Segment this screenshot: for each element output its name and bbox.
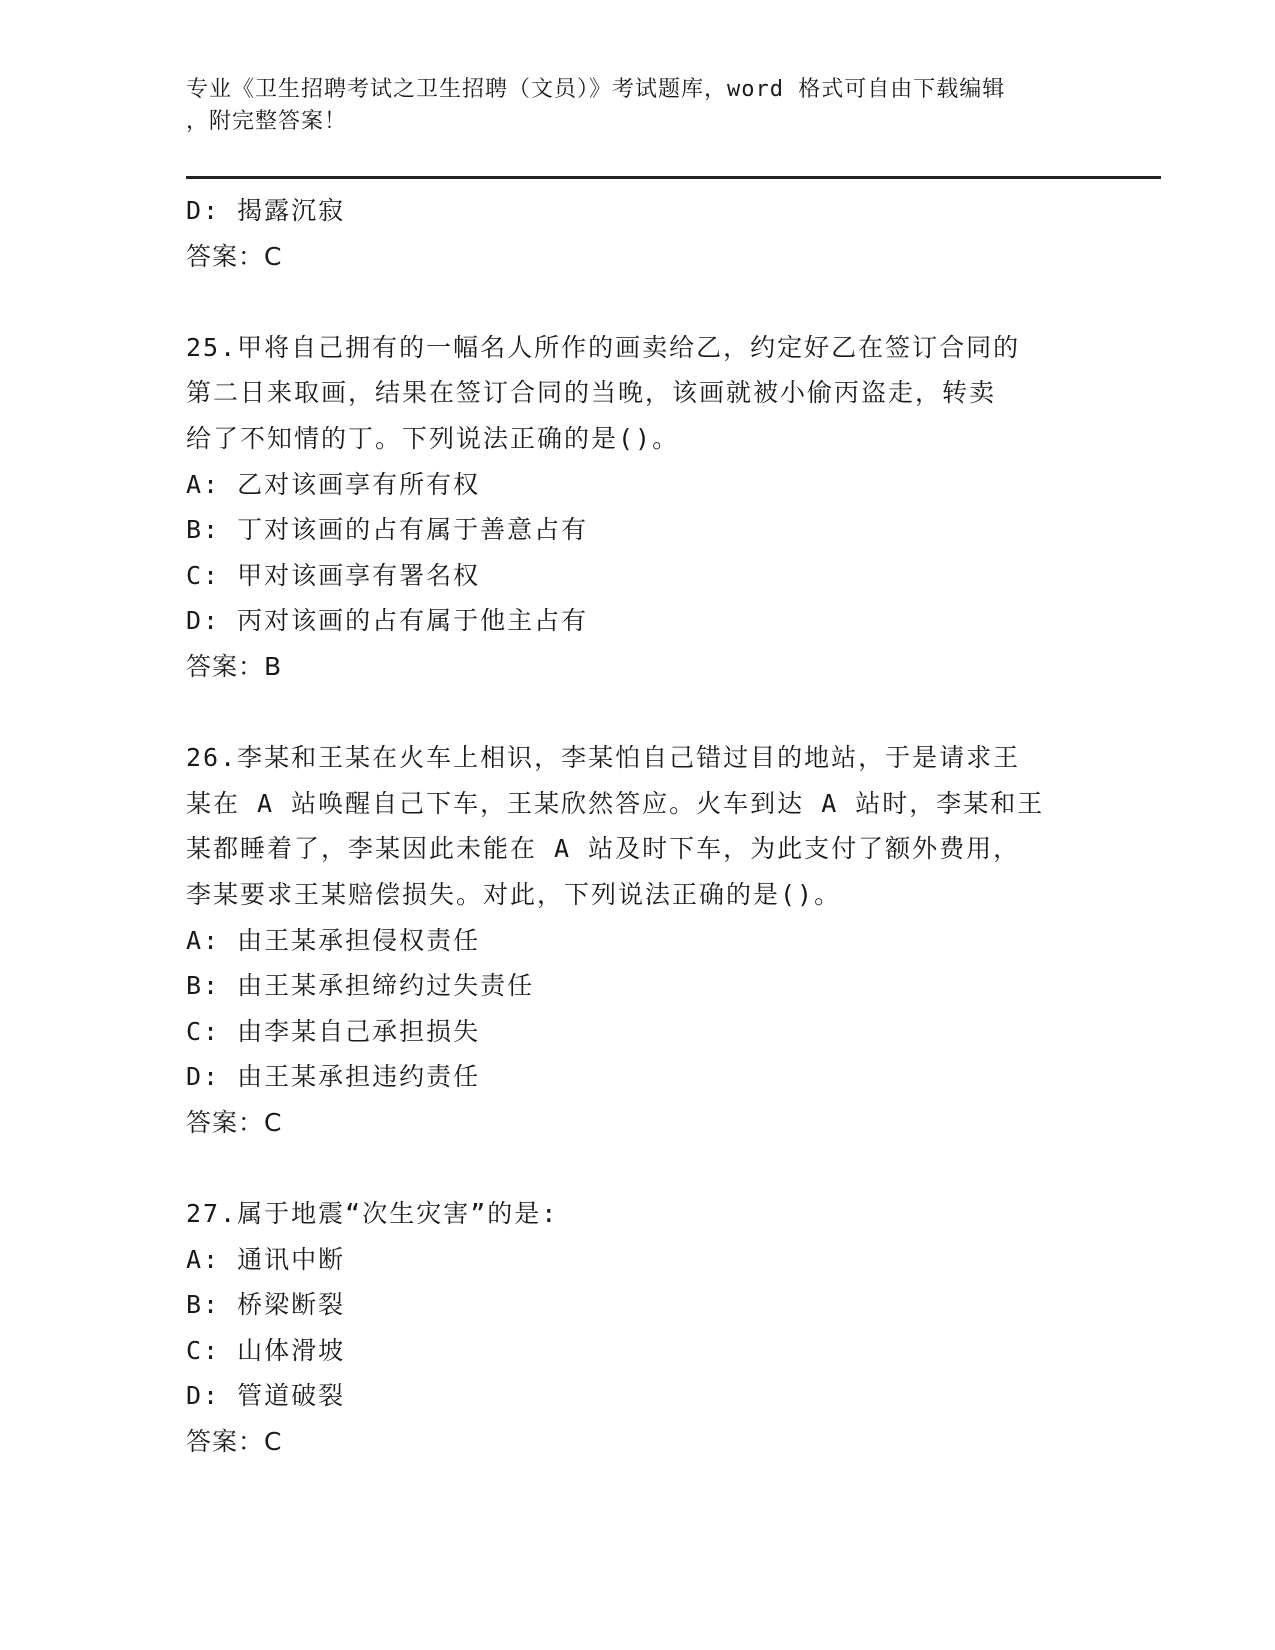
option-d: D: 由王某承担违约责任 bbox=[186, 1062, 481, 1092]
question-27 bbox=[186, 1191, 1086, 1465]
option-c: C: 山体滑坡 bbox=[186, 1335, 346, 1365]
page-header bbox=[186, 74, 1086, 138]
question-stem-line: 26.李某和王某在火车上相识，李某怕自己错过目的地站，于是请求王 bbox=[186, 743, 1021, 773]
question-stem-line: 李某要求王某赔偿损失。对此，下列说法正确的是()。 bbox=[186, 879, 842, 909]
header-line-1: 专业《卫生招聘考试之卫生招聘（文员）》考试题库，word 格式可自由下载编辑 bbox=[186, 77, 1006, 102]
question-stem-line: 给了不知情的丁。下列说法正确的是()。 bbox=[186, 423, 680, 453]
question-stem-line: 第二日来取画，结果在签订合同的当晚，该画就被小偷丙盗走，转卖 bbox=[186, 378, 997, 408]
option-d: D: 揭露沉寂 bbox=[186, 196, 346, 225]
question-stem-line: 某在 A 站唤醒自己下车，王某欣然答应。火车到达 A 站时，李某和王 bbox=[186, 788, 1045, 818]
spacer bbox=[186, 279, 1086, 325]
previous-question-tail bbox=[186, 188, 1086, 279]
option-d: D: 管道破裂 bbox=[186, 1381, 346, 1411]
answer-line: 答案：C bbox=[186, 1427, 283, 1457]
option-a: A: 乙对该画享有所有权 bbox=[186, 469, 481, 499]
question-stem-line: 某都睡着了，李某因此未能在 A 站及时下车，为此支付了额外费用， bbox=[186, 834, 1021, 864]
option-d: D: 丙对该画的占有属于他主占有 bbox=[186, 606, 589, 636]
question-stem-line: 25.甲将自己拥有的一幅名人所作的画卖给乙，约定好乙在签订合同的 bbox=[186, 332, 1021, 362]
option-a: A: 通讯中断 bbox=[186, 1244, 346, 1274]
answer-line: 答案：B bbox=[186, 651, 283, 681]
option-b: B: 由王某承担缔约过失责任 bbox=[186, 971, 535, 1001]
answer-line: 答案：C bbox=[186, 241, 283, 271]
option-c: C: 由李某自己承担损失 bbox=[186, 1016, 481, 1046]
spacer bbox=[186, 1145, 1086, 1191]
spacer bbox=[186, 690, 1086, 736]
option-a: A: 由王某承担侵权责任 bbox=[186, 925, 481, 955]
option-b: B: 丁对该画的占有属于善意占有 bbox=[186, 515, 589, 545]
question-25 bbox=[186, 325, 1086, 690]
question-26 bbox=[186, 735, 1086, 1145]
option-b: B: 桥梁断裂 bbox=[186, 1290, 346, 1320]
answer-line: 答案：C bbox=[186, 1107, 283, 1137]
question-stem-line: 27.属于地震“次生灾害”的是: bbox=[186, 1199, 559, 1229]
header-divider bbox=[186, 176, 1161, 179]
option-c: C: 甲对该画享有署名权 bbox=[186, 560, 481, 590]
document-body bbox=[186, 188, 1086, 1465]
header-line-2: ，附完整答案！ bbox=[186, 109, 348, 134]
